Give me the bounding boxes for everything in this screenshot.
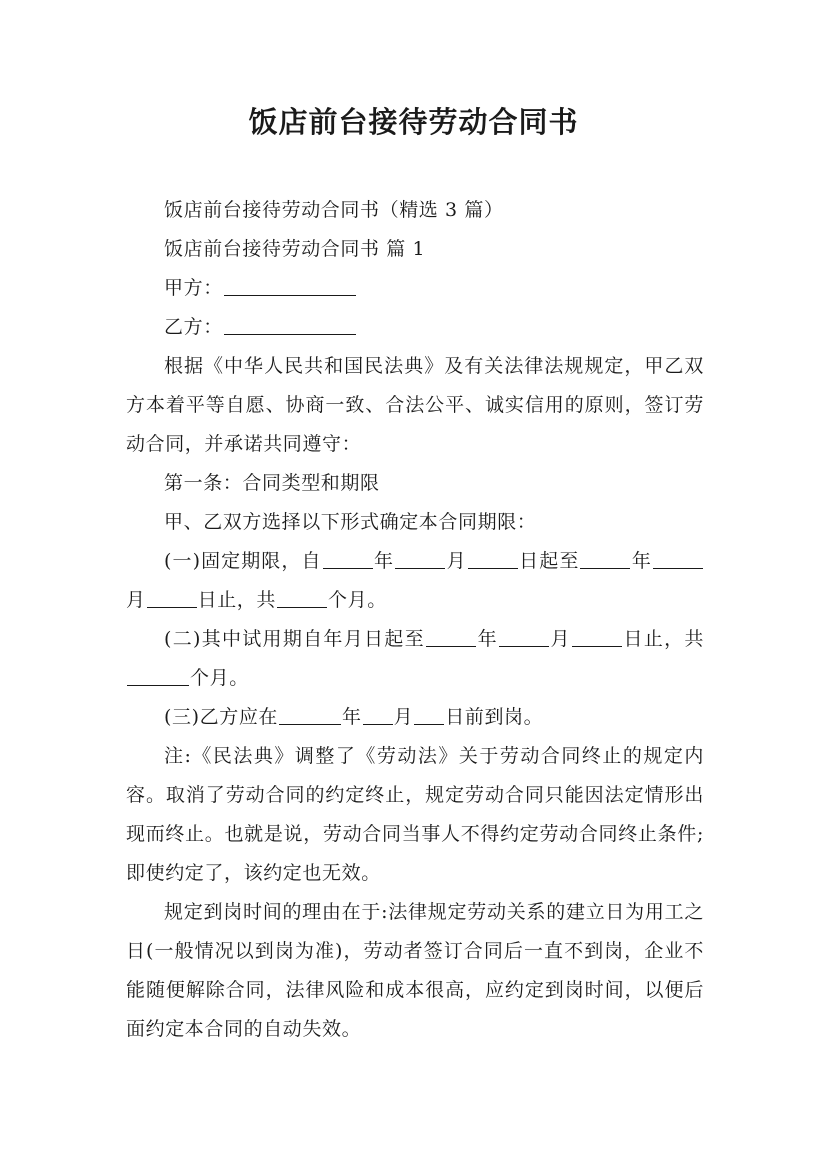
party-a-label: 甲方： [164, 277, 223, 299]
probation-months: 个月。 [190, 667, 249, 689]
fixed-term-year2: 年 [631, 550, 652, 572]
party-b-line [126, 308, 704, 347]
section-heading: 饭店前台接待劳动合同书 篇 1 [164, 238, 426, 260]
fixed-term-day2: 日止，共 [197, 589, 277, 611]
fixed-term-day1: 日起至 [518, 550, 580, 572]
date-blank [499, 627, 549, 647]
probation-month: 月 [549, 628, 571, 650]
document-title: 饭店前台接待劳动合同书 [248, 105, 579, 139]
probation-day: 日止，共 [622, 628, 704, 650]
party-b-blank [224, 315, 356, 335]
date-blank [279, 705, 341, 725]
date-blank [414, 705, 444, 725]
term-intro: 甲、乙双方选择以下形式确定本合同期限： [164, 511, 537, 533]
fixed-term-paragraph [126, 542, 704, 620]
date-blank [653, 549, 703, 569]
preamble-paragraph: 根据《中华人民共和国民法典》及有关法律法规规定，甲乙双方本着平等自愿、协商一致、合法公平、诚实信用的原则，签订劳动合同，并承诺共同遵守： [126, 355, 704, 455]
probation-year: 年 [476, 628, 498, 650]
report-date-prefix: (三)乙方应在 [164, 706, 279, 728]
party-a-blank [224, 276, 356, 296]
fixed-term-months: 个月。 [328, 589, 387, 611]
document-subtitle: 饭店前台接待劳动合同书（精选 3 篇） [164, 199, 504, 221]
date-blank [323, 549, 373, 569]
note-paragraph: 注:《民法典》调整了《劳动法》关于劳动合同终止的规定内容。取消了劳动合同的约定终止，规定劳动合同只能因法定情形出现而终止。也就是说，劳动合同当事人不得约定劳动合同终止条件;即使约定了，该约定也无效。 [126, 745, 704, 884]
article1-heading: 第一条：合同类型和期限 [164, 472, 380, 494]
reason-paragraph: 规定到岗时间的理由在于:法律规定劳动关系的建立日为用工之日(一般情况以到岗为准)，劳动者签订合同后一直不到岗，企业不能随便解除合同，法律风险和成本很高，应约定到岗时间，以便后面约定本合同的自动失效。 [126, 901, 704, 1040]
fixed-term-month1: 月 [446, 550, 467, 572]
party-a-line [126, 269, 704, 308]
date-blank [572, 627, 622, 647]
report-date-year: 年 [342, 706, 362, 728]
date-blank [580, 549, 630, 569]
probation-paragraph [126, 620, 704, 698]
date-blank [426, 627, 476, 647]
fixed-term-prefix: (一)固定期限，自 [164, 550, 322, 572]
date-blank [363, 705, 393, 725]
date-blank [277, 588, 327, 608]
date-blank [147, 588, 197, 608]
fixed-term-year1: 年 [373, 550, 395, 572]
fixed-term-month2: 月 [126, 589, 146, 611]
party-b-label: 乙方： [164, 316, 223, 338]
document-body [126, 191, 704, 1049]
date-blank [127, 666, 189, 686]
report-date-paragraph [126, 698, 704, 737]
report-date-day: 日前到岗。 [445, 706, 544, 728]
probation-prefix: (二)其中试用期自年月日起至 [164, 628, 425, 650]
report-date-month: 月 [393, 706, 414, 728]
date-blank [395, 549, 445, 569]
date-blank [468, 549, 518, 569]
